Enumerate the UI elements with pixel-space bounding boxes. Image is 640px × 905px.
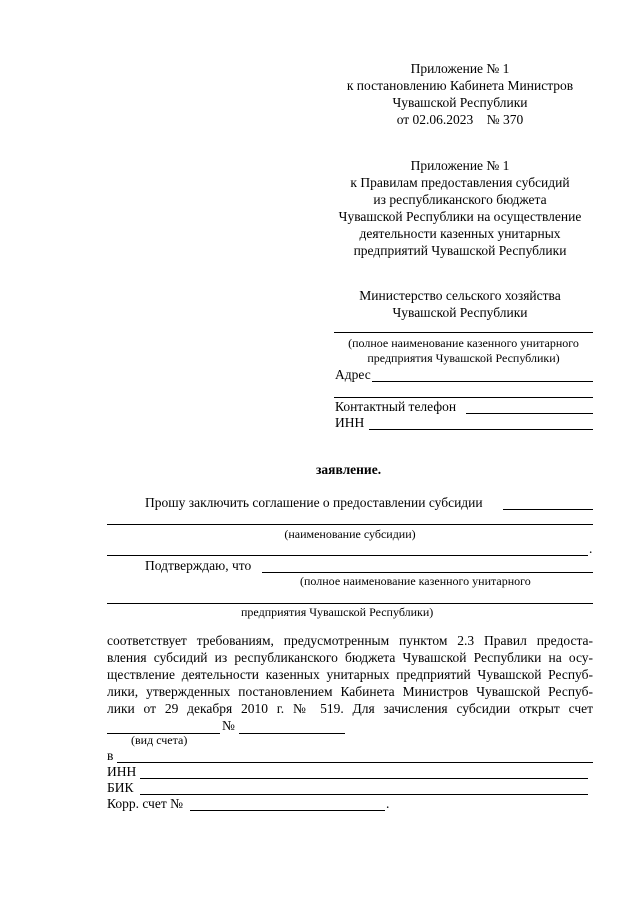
- subsidy-field-3[interactable]: [107, 555, 588, 556]
- rules-ref-line4: деятельности казенных унитарных: [359, 226, 561, 241]
- paragraph-line: лики, утвержденных постановлением Кабинета Министров Чувашской Респуб-: [107, 684, 593, 699]
- account-type-hint: (вид счета): [131, 733, 188, 747]
- resolution-ref: к постановлению Кабинета Министров: [346, 78, 574, 93]
- document-title: заявление.: [316, 462, 382, 477]
- attachment-header-resolution: [320, 60, 600, 128]
- rules-ref-line2: из республиканского бюджета: [373, 192, 547, 207]
- request-text: Прошу заключить соглашение о предоставлении субсидии: [145, 495, 483, 510]
- attachment-number-2: Приложение № 1: [410, 158, 510, 173]
- corr-account-dot: .: [386, 796, 390, 811]
- corr-account-field[interactable]: [190, 810, 385, 811]
- bank-field[interactable]: [117, 762, 593, 763]
- subsidy-field-2[interactable]: [107, 524, 593, 525]
- republic-name: Чувашской Республики: [392, 95, 528, 110]
- phone-field[interactable]: [466, 413, 593, 414]
- inn-label: ИНН: [107, 764, 137, 779]
- subsidy-field-1[interactable]: [503, 509, 593, 510]
- corr-account-label: Корр. счет №: [107, 796, 183, 811]
- paragraph-line: лики от 29 декабря 2010 г. № 519. Для зачисления субсидии открыт счет: [107, 701, 593, 716]
- paragraph-line: соответствует требованиям, предусмотренным пунктом 2.3 Правил предоста-: [107, 633, 593, 648]
- enterprise-name-hint-2: предприятия Чувашской Республики): [367, 351, 560, 365]
- requirements-paragraph: [107, 632, 593, 717]
- subsidy-hint: (наименование субсидии): [284, 527, 416, 541]
- inn-label-header: ИНН: [335, 415, 365, 430]
- attachment-number: Приложение № 1: [410, 61, 510, 76]
- org-hint-1: (полное наименование казенного унитарного: [300, 574, 531, 588]
- enterprise-name-line[interactable]: [334, 332, 593, 333]
- org-field-2[interactable]: [107, 603, 593, 604]
- org-field-1[interactable]: [262, 572, 593, 573]
- bik-label: БИК: [107, 780, 134, 795]
- inn-field-header[interactable]: [369, 429, 593, 430]
- recipient-ministry: Министерство сельского хозяйства: [359, 288, 561, 303]
- subsidy-dot: .: [589, 541, 593, 556]
- rules-ref-line1: к Правилам предоставления субсидий: [350, 175, 570, 190]
- address-field[interactable]: [372, 381, 593, 382]
- address-label: Адрес: [335, 367, 371, 382]
- bank-prefix: в: [107, 748, 114, 763]
- recipient-republic: Чувашской Республики: [392, 305, 528, 320]
- org-hint-2: предприятия Чувашской Республики): [241, 605, 434, 619]
- phone-label: Контактный телефон: [335, 399, 457, 414]
- resolution-date-number: от 02.06.2023 № 370: [396, 112, 524, 127]
- number-sign: №: [222, 718, 235, 733]
- rules-ref-line3: Чувашской Республики на осуществление: [338, 209, 582, 224]
- rules-ref-line5: предприятий Чувашской Республики: [353, 243, 567, 258]
- confirm-text: Подтверждаю, что: [145, 558, 252, 573]
- bik-field[interactable]: [140, 794, 588, 795]
- account-number-field[interactable]: [239, 733, 345, 734]
- paragraph-line: ществление деятельности казенных унитарных предприятий Чувашской Респуб-: [107, 667, 593, 682]
- attachment-header-rules: [320, 157, 600, 259]
- paragraph-line: вления субсидий из республиканского бюджета Чувашской Республики на осу-: [107, 650, 593, 665]
- enterprise-name-hint-1: (полное наименование казенного унитарного: [348, 336, 579, 350]
- inn-field[interactable]: [140, 778, 588, 779]
